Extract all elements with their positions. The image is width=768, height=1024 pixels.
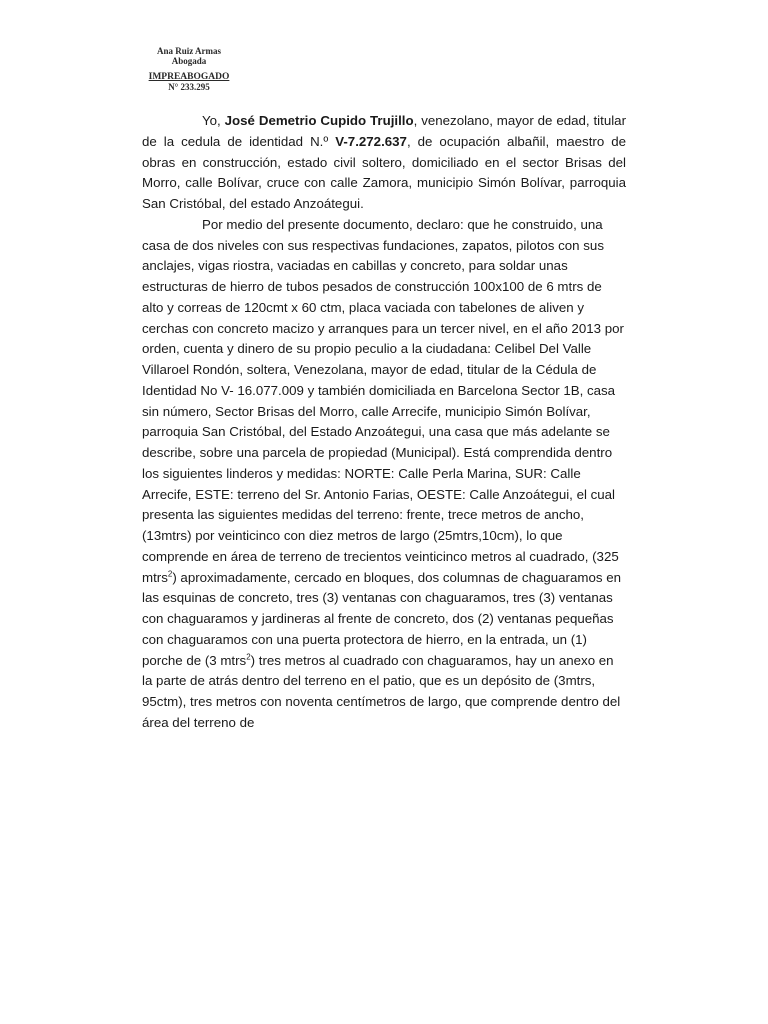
paragraph-identification [142, 111, 626, 215]
superscript-squared-1: 2 [167, 569, 173, 579]
superscript-squared-2: 2 [246, 652, 251, 662]
declaration-text-a: Por medio del presente documento, declaro: que he construido, una casa de dos niveles con sus respectivas fundaciones, zapatos, pilotos con sus anclajes, vigas riostra, vaciadas en cabillas y concreto, para soldar unas estructuras de hierro de tubos pesados de construcción 100x100 de 6 mtrs de alto y correas de 120cmt x 60 ctm, placa vaciada con tabelones de aliven y cerchas con concreto macizo y arranques para un tercer nivel, en el año 2013 por orden, cuenta y dinero de su propio peculio a la ciudadana: Celibel Del Valle Villaroel Rondón, soltera, Venezolana, mayor de edad, titular de la Cédula de Identidad No V- 16.077.009 y también domiciliada en Barcelona Sector 1B, casa sin número, Sector Brisas del Morro, calle Arrecife, municipio Simón Bolívar, parroquia San Cristóbal, del Estado Anzoátegui, una casa que más adelante se describe, sobre una parcela de propiedad (Municipal). Está comprendida dentro los siguientes linderos y medidas: NORTE: Calle Perla Marina, SUR: Calle Arrecife, ESTE: terreno del Sr. Antonio Farias, OESTE: Calle Anzoátegui, el cual presenta las siguientes medidas del terreno: frente, trece metros de ancho, (13mtrs) por veinticinco con diez metros de largo (25mtrs,10cm), lo que comprende en área de terreno de trecientos veinticinco metros al cuadrado, (325 mtrs [142, 216, 624, 585]
declaration-text-c: ) tres metros al cuadrado con chaguaramos, hay un anexo en la parte de atrás dentro del terreno en el patio, que es un depósito de (3mtrs, 95ctm), tres metros con noventa centímetros de largo, que comprende dentro del área del terreno de [142, 652, 621, 730]
document-body [142, 111, 626, 734]
declarant-id-number: V-7.272.637 [335, 133, 407, 149]
intro-text: Yo, [202, 113, 225, 128]
registry-number: N° 233.295 [168, 82, 210, 92]
letterhead [141, 46, 237, 92]
identification-text-1: , venezolano, mayor de edad, titular de la cedula de identidad N.º [142, 113, 626, 149]
lawyer-name: Ana Ruiz Armas [156, 46, 221, 56]
bar-registry: IMPREABOGADO [148, 72, 230, 82]
declaration-text-b: ) aproximadamente, cercado en bloques, dos columnas de chaguaramos en las esquinas de concreto, tres (3) ventanas con chaguaramos, tres (3) ventanas con chaguaramos y jardineras al frente de concreto, dos (2) ventanas pequeñas con chaguaramos con una puerta protectora de hierro, en la entrada, un (1) porche de (3 mtrs [142, 569, 621, 668]
identification-text-2: , de ocupación albañil, maestro de obras en construcción, estado civil soltero, domiciliado en el sector Brisas del Morro, calle Bolívar, cruce con calle Zamora, municipio Simón Bolívar, parroquia San Cristóbal, del estado Anzoátegui. [142, 133, 627, 211]
paragraph-declaration [142, 215, 626, 734]
lawyer-title: Abogada [171, 56, 207, 66]
declarant-name: José Demetrio Cupido Trujillo [224, 113, 414, 128]
